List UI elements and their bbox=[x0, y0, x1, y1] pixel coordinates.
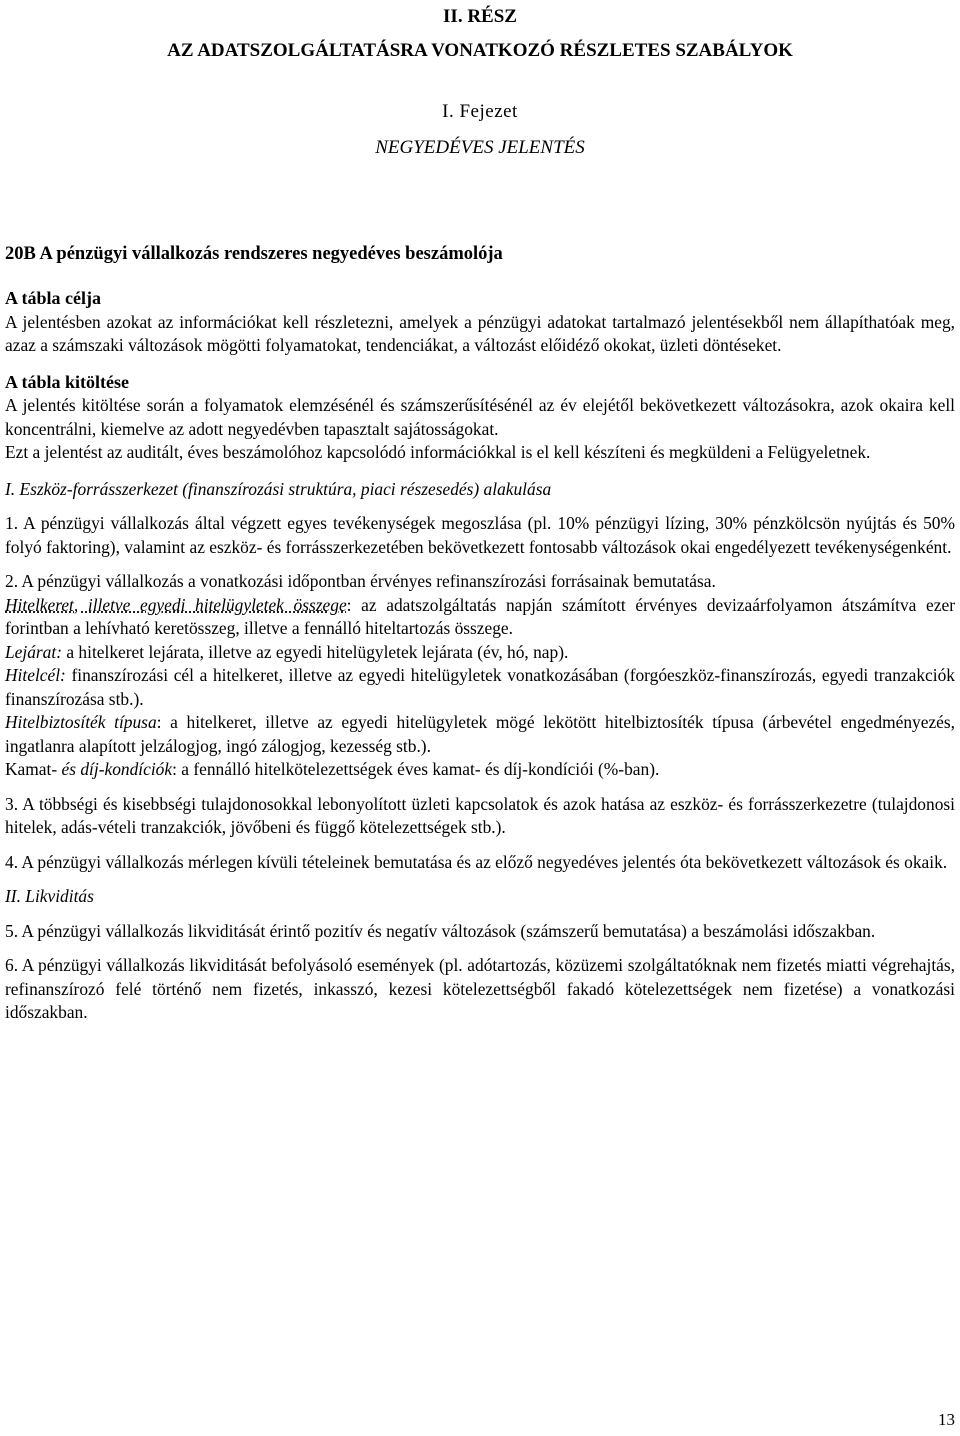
definition-term: Kamat- bbox=[5, 759, 58, 779]
item-6: 6. A pénzügyi vállalkozás likviditását befolyásoló események (pl. adótartozás, közüzemi szolgáltatóknak nem fizetés miatti végrehajtás, refinanszírozó felé történő nem fizetés, inkasszó, kezesi kötelezettségből fakadó kötelezettségek nem fizetése) a vonatkozási időszakban. bbox=[5, 955, 955, 1022]
item-4: 4. A pénzügyi vállalkozás mérlegen kívüli tételeinek bemutatása és az előző negyedéves jelentés óta bekövetkezett változások és okaik. bbox=[5, 851, 948, 872]
definition-term: Hitelkeret, illetve egyedi hitelügyletek összege bbox=[5, 594, 347, 615]
definition-term: Lejárat: bbox=[5, 641, 63, 662]
item-5: 5. A pénzügyi vállalkozás likviditását érintő pozitív és negatív változások (számszerű bemutatása) a beszámolási időszakban. bbox=[5, 920, 876, 941]
definition-term: és díj-kondíciók bbox=[57, 759, 173, 779]
section-2-heading: II. Likviditás bbox=[5, 886, 94, 906]
item-2: 2. A pénzügyi vállalkozás a vonatkozási időpontban érvényes refinanszírozási forrásainak bemutatása. bbox=[5, 571, 716, 591]
fill-heading: A tábla kitöltése bbox=[5, 371, 129, 392]
definition-interest bbox=[5, 758, 955, 782]
definition-text: : a hitelkeret, illetve az egyedi hitelügyletek mögé lekötött hitelbiztosíték típusa (árbevétel engedményezés, ingatlanra alapított jelzálogjog, ingó zálogjog, kezesség stb.). bbox=[5, 712, 956, 756]
definition-collateral bbox=[5, 711, 955, 758]
definition-maturity bbox=[5, 641, 955, 665]
chapter-title: NEGYEDÉVES JELENTÉS bbox=[375, 137, 585, 158]
part-title: AZ ADATSZOLGÁLTATÁSRA VONATKOZÓ RÉSZLETES SZABÁLYOK bbox=[167, 40, 793, 61]
fill-text-2: Ezt a jelentést az auditált, éves beszámolóhoz kapcsolódó információkkal is el kell készíteni és megküldeni a Felügyeletnek. bbox=[5, 442, 871, 462]
table-title: 20B A pénzügyi vállalkozás rendszeres negyedéves beszámolója bbox=[5, 244, 503, 264]
definition-text: finanszírozási cél a hitelkeret, illetve az egyedi hitelügyletek vonatkozásában (forgóeszköz-finanszírozás, egyedi tranzakciók finanszírozása stb.). bbox=[5, 665, 955, 709]
document-page bbox=[5, 0, 955, 1025]
part-heading: II. RÉSZ bbox=[443, 6, 517, 27]
page-number: 13 bbox=[938, 1410, 955, 1429]
purpose-heading: A tábla célja bbox=[5, 288, 101, 308]
item-3: 3. A többségi és kisebbségi tulajdonosokkal lebonyolított üzleti kapcsolatok és azok hatása az eszköz- és forrásszerkezetre (tulajdonosi hitelek, adás-vételi tranzakciók, jövőbeni és függő kötelezettségek stb.). bbox=[5, 793, 955, 837]
chapter-heading: I. Fejezet bbox=[442, 101, 518, 122]
definition-text: a hitelkeret lejárata, illetve az egyedi hitelügyletek lejárata (év, hó, nap). bbox=[62, 641, 569, 662]
section-1-heading: I. Eszköz-forrásszerkezet (finanszírozási struktúra, piaci részesedés) alakulása bbox=[5, 478, 552, 499]
item-1: 1. A pénzügyi vállalkozás által végzett egyes tevékenységek megoszlása (pl. 10% pénzügyi lízing, 30% pénzkölcsön nyújtás és 50% folyó faktoring), valamint az eszköz- és forrásszerkezetében bekövetkezett fontosabb változások okai engedélyezett tevékenységenként. bbox=[5, 513, 955, 557]
purpose-text: A jelentésben azokat az információkat kell részletezni, amelyek a pénzügyi adatokat tartalmazó jelentésekből nem állapíthatóak meg, azaz a számszaki változások mögötti folyamatokat, tendenciákat, a változást előidéző okokat, üzleti döntéseket. bbox=[5, 311, 955, 355]
definition-text: : a fennálló hitelkötelezettségek éves kamat- és díj-kondíciói (%-ban). bbox=[172, 759, 660, 779]
definition-term: Hitelcél: bbox=[5, 665, 66, 685]
definition-term: Hitelbiztosíték típusa bbox=[5, 712, 157, 732]
fill-text-1: A jelentés kitöltése során a folyamatok elemzésénél és számszerűsítésénél az év elejétől bekövetkezett változásokra, azok okaira kell koncentrálni, kiemelve az adott negyedévben tapasztalt sajátosságokat. bbox=[5, 395, 955, 439]
definition-purpose bbox=[5, 664, 955, 711]
definition-text: : az adatszolgáltatás napján számított érvényes devizaárfolyamon átszámítva ezer forintban a lehívható keretösszeg, illetve a fennálló hiteltartozás összege. bbox=[5, 594, 955, 638]
definition-credit-line bbox=[5, 594, 955, 641]
